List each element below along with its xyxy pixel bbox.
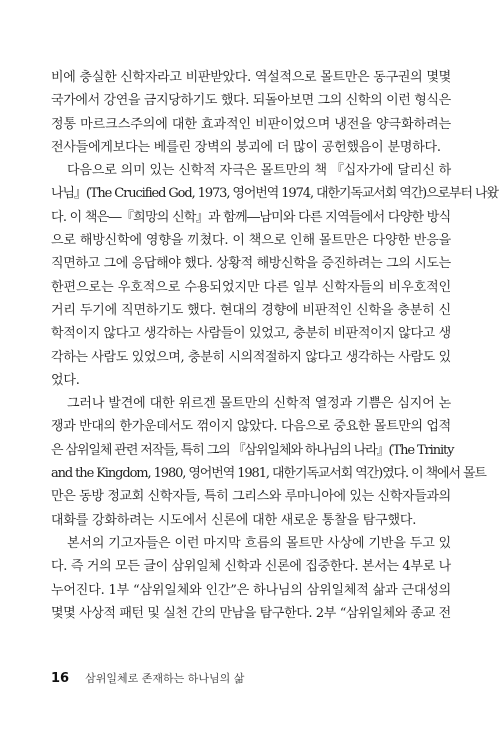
text-line: 은 삼위일체 관련 저작들, 특히 그의 『삼위일체와 하나님의 나라』(The Trinity (51, 442, 454, 458)
text-line: 한편으로는 우호적으로 수용되었지만 다른 일부 신학자들의 비우호적인 (51, 279, 452, 295)
body-text (51, 66, 498, 625)
text-line: 으로 해방신학에 영향을 끼쳤다. 이 책으로 인해 몰트만은 다양한 반응을 (51, 233, 452, 249)
text-line: 거리 두기에 직면하기도 했다. 현대의 경향에 비판적인 신학을 충분히 신 (51, 302, 452, 318)
page-footer (51, 670, 244, 686)
text-line: 정통 마르크스주의에 대한 효과적인 비판이었으며 냉전을 양극화하려는 (51, 116, 452, 132)
text-line: 누어진다. 1부 “삼위일체와 인간”은 하나님의 삼위일체적 삶과 근대성의 (51, 582, 452, 598)
text-line: 다음으로 의미 있는 신학적 자극은 몰트만의 책 『십자가에 달리신 하 (67, 163, 452, 179)
text-line: 국가에서 강연을 금지당하기도 했다. 되돌아보면 그의 신학의 이런 형식은 (51, 93, 451, 109)
page-number: 16 (51, 671, 70, 686)
text-line: 나님』(The Crucified God, 1973, 영어번역 1974, 대한기독교서회 역간)으로부터 나왔 (51, 186, 498, 202)
text-line: 학적이지 않다고 생각하는 사람들이 있었고, 충분히 비판적이지 않다고 생 (51, 326, 451, 342)
text-line: 본서의 기고자들은 이런 마지막 흐름의 몰트만 사상에 기반을 두고 있 (67, 535, 452, 551)
text-line: 다. 이 책은―『희망의 신학』과 함께―남미와 다른 지역들에서 다양한 방식 (51, 209, 451, 225)
text-line: and the Kingdom, 1980, 영어번역 1981, 대한기독교서회 역간)였다. 이 책에서 몰트 (51, 466, 486, 482)
text-line: 직면하고 그에 응답해야 했다. 상황적 해방신학을 증진하려는 그의 시도는 (51, 256, 451, 272)
running-title: 삼위일체로 존재하는 하나님의 삶 (85, 672, 245, 685)
text-line: 몇몇 사상적 패턴 및 실천 간의 만남을 탐구한다. 2부 “삼위일체와 종교 전 (51, 605, 451, 621)
text-line: 쟁과 반대의 한가운데서도 꺾이지 않았다. 다음으로 중요한 몰트만의 업적 (51, 419, 451, 435)
text-line: 다. 즉 거의 모든 글이 삼위일체 신학과 신론에 집중한다. 본서는 4부로 나 (51, 559, 451, 575)
text-line: 비에 충실한 신학자라고 비판받았다. 역설적으로 몰트만은 동구권의 몇몇 (51, 70, 451, 85)
text-line: 대화를 강화하려는 시도에서 신론에 대한 새로운 통찰을 탐구했다. (51, 512, 417, 528)
text-line: 각하는 사람도 있었으며, 충분히 시의적절하지 않다고 생각하는 사람도 있 (51, 349, 451, 365)
text-line: 었다. (51, 372, 80, 388)
text-line: 만은 동방 정교회 신학자들, 특히 그리스와 루마니아에 있는 신학자들과의 (51, 489, 451, 505)
text-line: 전사들에게보다는 베를린 장벽의 붕괴에 더 많이 공헌했음이 분명하다. (51, 139, 441, 155)
text-line: 그러나 발견에 대한 위르겐 몰트만의 신학적 열정과 기쁨은 심지어 논 (67, 396, 452, 412)
